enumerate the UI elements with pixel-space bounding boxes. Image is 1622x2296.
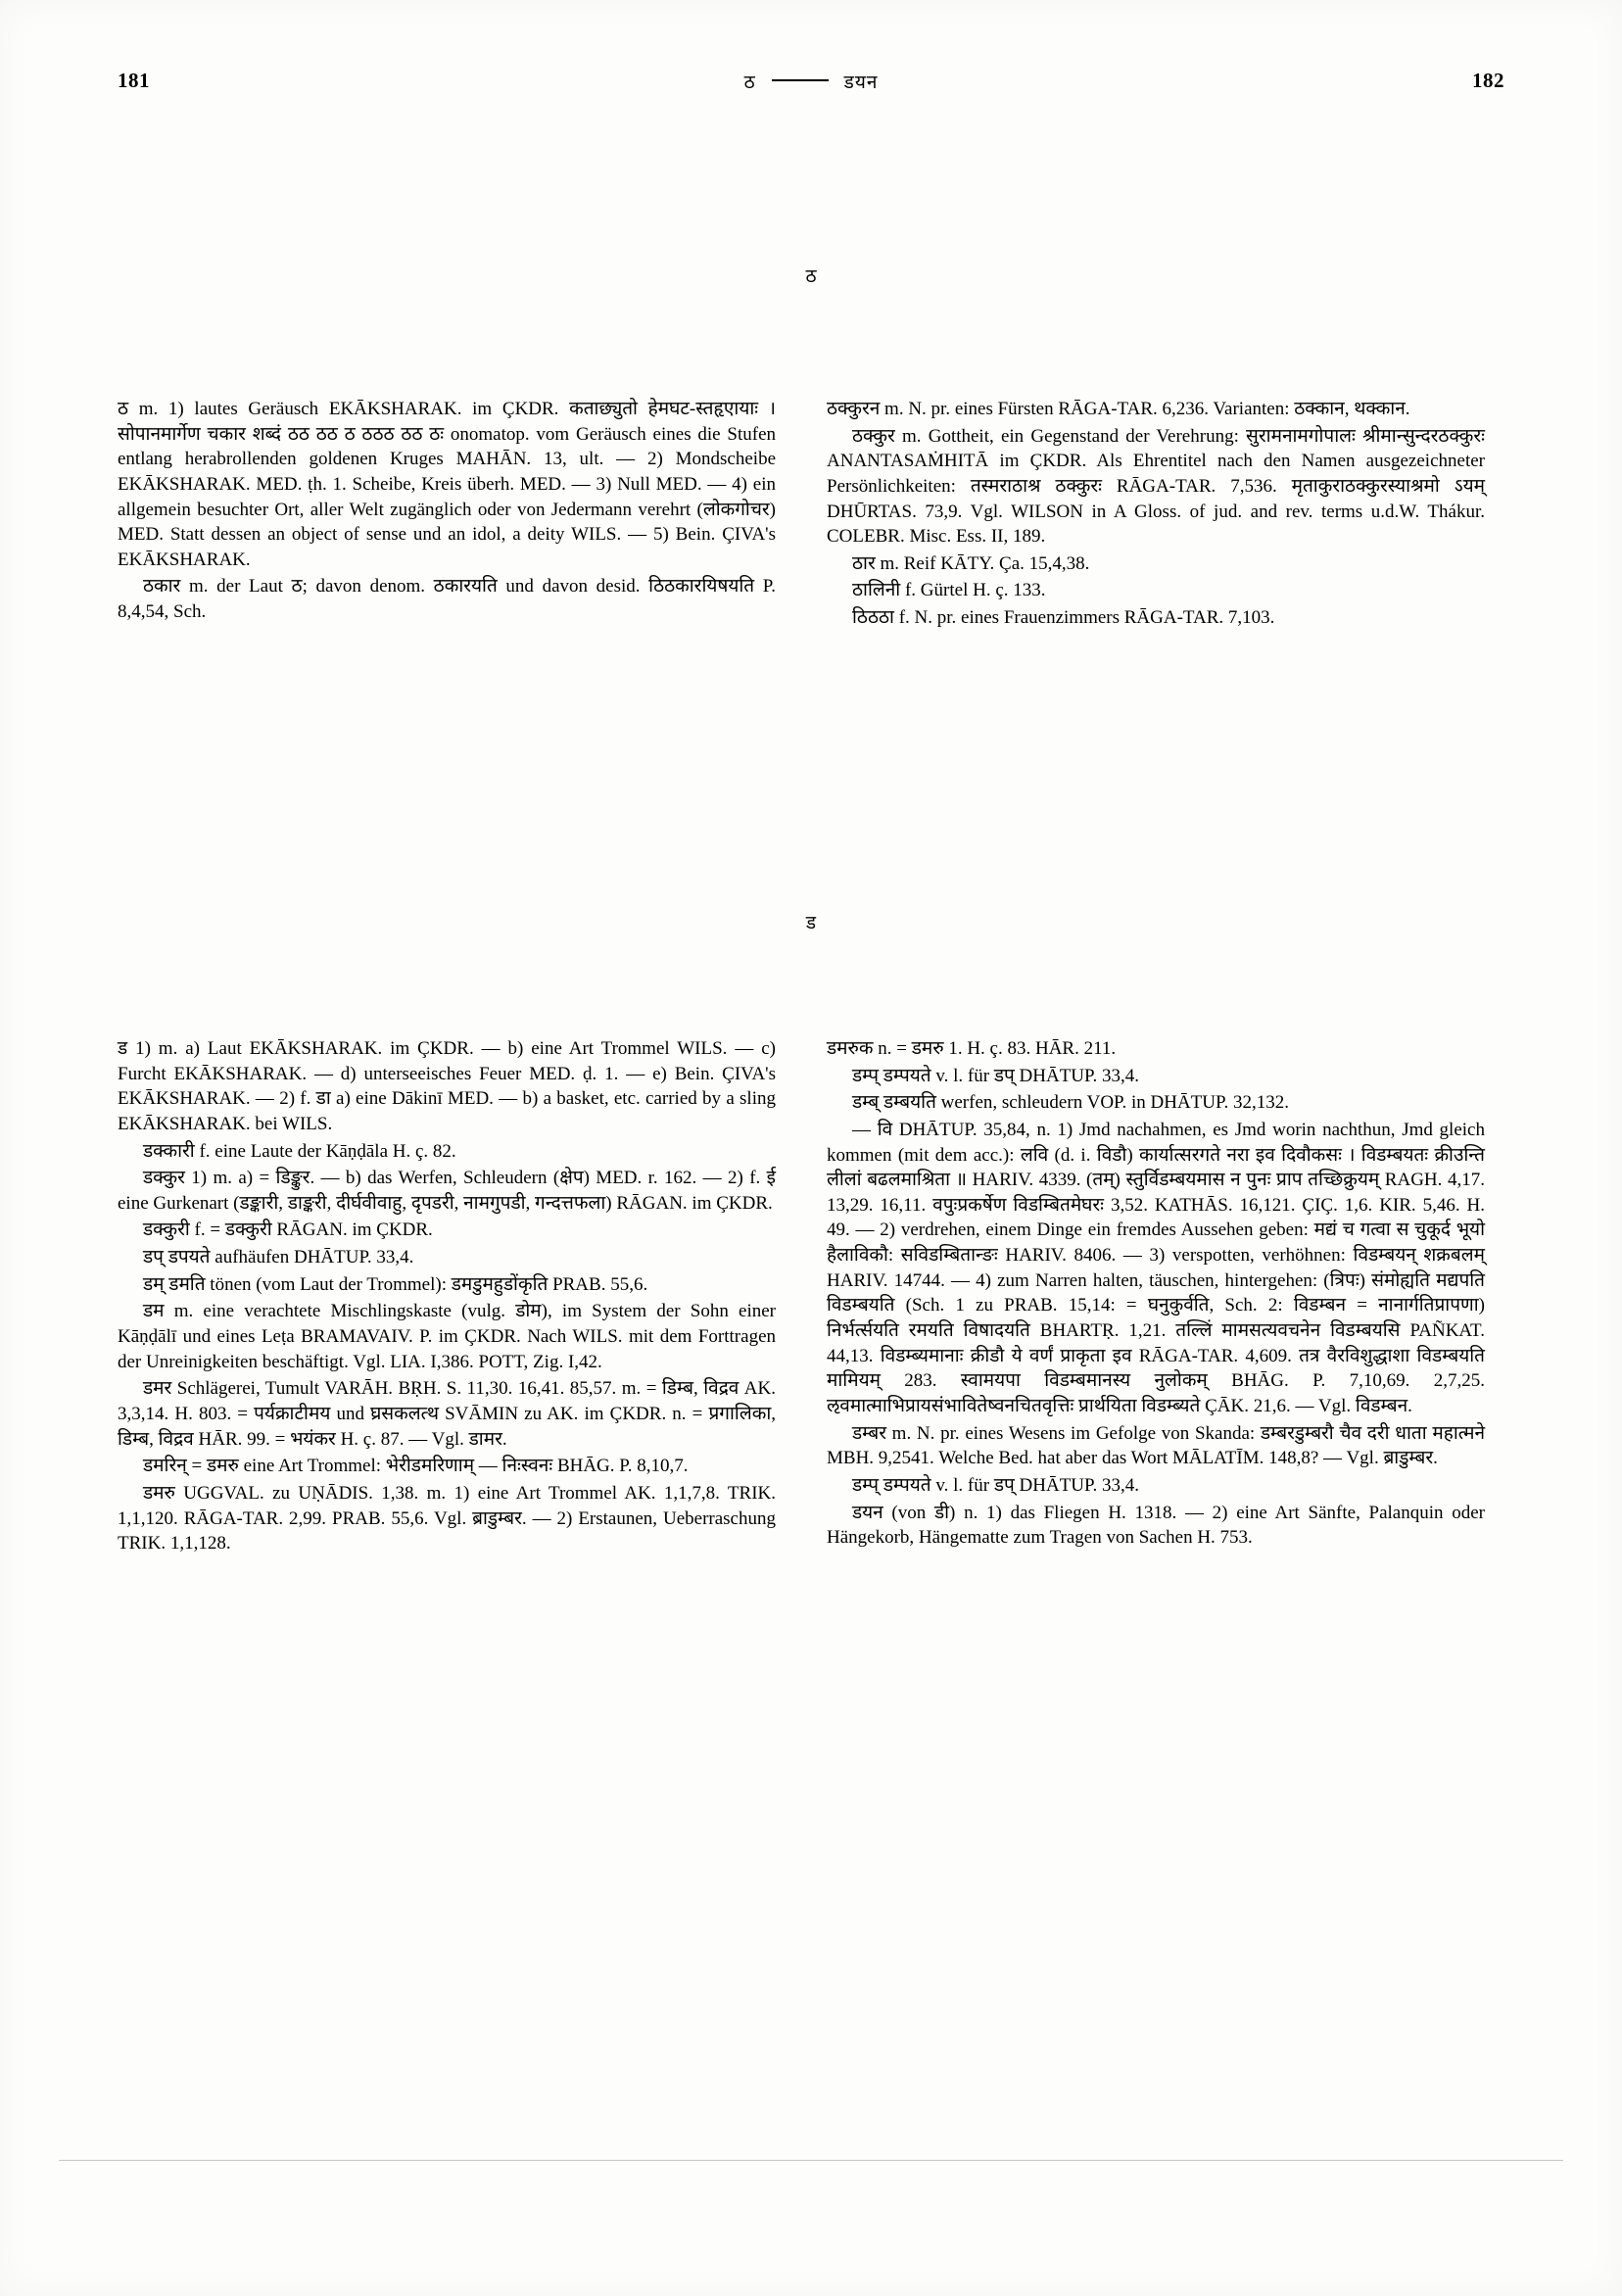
entry: ठक्कुर m. Gottheit, ein Gegenstand der Verehrung: सुरामनामगोपालः श्रीमान्सुन्दरठक्कुरः ANANTASAṀHITĀ im ÇKDR. Als Ehrentitel nach den Namen ausgezeichneter Persönlichkeiten: तस्मराठाश्र ठक्कुरः RĀGA-TAR. 7,536. मृताकुराठक्कुरस्याश्रमो ऽयम् DHŪRTAS. 73,9. Vgl. WILSON in A Gloss. of jud. and rev. terms u.d.W. Thákur. COLEBR. Misc. Ess. II, 189. (827, 425, 1485, 548)
entry: डम्प् डम्पयते v. l. für डप् DHĀTUP. 33,4. (852, 1474, 1139, 1496)
entry: ठार m. Reif KĀTY. Ça. 15,4,38. (852, 552, 1090, 574)
entry: ठक्कुरन m. N. pr. eines Fürsten RĀGA-TAR. 6,236. Varianten: ठक्कान, थक्कान. (827, 399, 1410, 419)
entry: — वि DHĀTUP. 35,84, n. 1) Jmd nachahmen, es Jmd worin nachthun, Jmd gleich kommen (mit dem acc.): लवि (d. i. विडौ) कार्यात्सरगते नरा इव दिवौकसः । विडम्बयतः क्रीउन्ति लीलां बढलमाश्रिता ॥ HARIV. 4339. (तम्) स्तुर्विडम्बयमास न पुनः प्राप तच्छिक्रुयम् RAGH. 4,17. 13,29. 16,11. वपुःप्रकर्षेण विडम्बितमेघरः 3,52. KATHĀS. 16,121. ÇIÇ. 1,6. KIR. 5,46. H. 49. — 2) verdrehen, einem Dinge ein fremdes Aussehen geben: मद्यं च गत्वा स चुकूर्द भूयो हैलाविकौ: सविडम्बितान्ङः HARIV. 8406. — 3) verspotten, verhöhnen: विडम्बयन् शक्रबलम् HARIV. 14744. — 4) zum Narren halten, täuschen, hintergehen: (त्रिपः) संमोह्यति मद्यपति विडम्बयति (Sch. 1 zu PRAB. 15,14: = घनुकुर्वति, Sch. 2: विडम्बन = नानार्गतिप्रापणा) निर्भर्त्सयति रमयति विषादयति BHARTṚ. 1,21. तल्लिं मामसत्यवचनेन विडम्बयसि PAÑKAT. 44,13. विडम्ब्यमानाः क्रीडौ ये वर्णं प्राकृता इव RĀGA-TAR. 4,609. तत्र वैरविशुद्धाशा विडम्बयति मामियम् 283. स्वामयपा विडम्बमानस्य नुलोकम् BHĀG. P. 7,10,69. 2,7,25. ऌवमात्माभिप्रायसंभावितेष्वनचितवृत्तिः प्रार्थयिता विडम्ब्यते ÇĀK. 21,6. — Vgl. विडम्बन. (827, 1119, 1485, 1416)
section-letter-tha: ठ (805, 266, 817, 287)
running-head-left: ठ (743, 72, 756, 93)
entry: डम्प् डम्पयते v. l. für डप् DHĀTUP. 33,4. (852, 1065, 1139, 1086)
running-head-dash (772, 79, 829, 81)
entry: डमरु UGGVAL. zu UṆĀDIS. 1,38. m. 1) eine Art Trommel AK. 1,1,7,8. TRIK. 1,1,120. RĀGA-TAR. 2,99. PRAB. 55,6. Vgl. ब्राडुम्बर. — 2) Erstaunen, Ueberraschung TRIK. 1,1,128. (118, 1482, 776, 1555)
column-left-tha (118, 397, 776, 633)
folio-left: 181 (118, 69, 150, 92)
entry: डयन (von डी) n. 1) das Fliegen H. 1318. — 2) eine Art Sänfte, Palanquin oder Hängekorb, Hängematte zum Tragen von Sachen H. 753. (827, 1502, 1485, 1549)
entry: ठिठठा f. N. pr. eines Frauenzimmers RĀGA-TAR. 7,103. (852, 607, 1275, 629)
entry: डक्कुरी f. = डक्कुरी RĀGAN. im ÇKDR. (143, 1220, 433, 1241)
entry: ठ m. 1) lautes Geräusch EKĀKSHARAK. im ÇKDR. कताछ्युतो हेमघट-स्तहृएायाः । सोपानमार्गेण चकार शब्दं ठठ ठठ ठ ठठठ ठठ ठः onomatop. vom Geräusch eines die Stufen entlang herabrollenden goldenen Kruges MAHĀN. 13, ult. — 2) Mondscheibe EKĀKSHARAK. MED. ṭh. 1. Scheibe, Kreis überh. MED. — 3) Null MED. — 4) ein allgemein besuchter Ort, aller Welt zugänglich oder von Jedermann verehrt (लोकगोचर) MED. Statt dessen an object of sense und an idol, a deity WILS. — 5) Bein. ÇIVA's EKĀKSHARAK. (118, 399, 776, 570)
column-right-da (827, 1036, 1485, 1558)
entry: ड 1) m. a) Laut EKĀKSHARAK. im ÇKDR. — b) eine Art Trommel WILS. — c) Furcht EKĀKSHARAK. — d) unterseeisches Feuer MED. ḍ. 1. — e) Bein. ÇIVA's EKĀKSHARAK. — 2) f. डा a) eine Dākinī MED. — b) a basket, etc. carried by a sling EKĀKSHARAK. bei WILS. (118, 1038, 776, 1134)
entry: डप् डपयते aufhäufen DHĀTUP. 33,4. (143, 1247, 414, 1268)
entry: डमर Schlägerei, Tumult VARĀH. BṚH. S. 11,30. 16,41. 85,57. m. = डिम्ब, विद्रव AK. 3,3,14. H. 803. = पर्यक्राटीमय und घ्रसकलत्थ SVĀMIN zu AK. im ÇKDR. n. = प्रगालिका, डिम्ब, विद्रव HĀR. 99. = भयंकर H. ç. 87. — Vgl. डामर. (118, 1378, 776, 1450)
page-header (118, 69, 1504, 102)
running-head-right: डयन (843, 72, 879, 93)
column-right-tha (827, 397, 1485, 633)
section-letter-da: ड (805, 913, 817, 933)
entry: डम्बर m. N. pr. eines Wesens im Gefolge von Skanda: डम्बरडुम्बरौ चैव दरी धाता महात्मने MBH. 9,2541. Welche Bed. hat aber das Wort MĀLATĪM. 148,8? — Vgl. ब्राडुम्बर. (827, 1422, 1485, 1469)
entry: डमरिन् = डमरु eine Art Trommel: भेरीडमरिणाम् — निःस्वनः BHĀG. P. 8,10,7. (143, 1456, 689, 1477)
entry: डक्कारी f. eine Laute der Kāṇḍāla H. ç. 82. (143, 1140, 456, 1162)
section-tha-columns (118, 397, 1504, 633)
entry: डम m. eine verachtete Mischlingskaste (vulg. डोम), im System der Sohn einer Kāṇḍālī und eines Leṭa BRAMAVAIV. P. im ÇKDR. Nach WILS. mit dem Forttragen der Unreinigkeiten beschäftigt. Vgl. LIA. I,386. POTT, Zig. I,42. (118, 1301, 776, 1372)
entry: डक्कुर 1) m. a) = डिङ्कुर. — b) das Werfen, Schleudern (क्षेप) MED. r. 162. — 2) f. ई eine Gurkenart (डङ्कारी, डाङ्करी, दीर्घवीवाहु, दृपडरी, नामगुपडी, गन्दत्तफला) RĀGAN. im ÇKDR. (118, 1168, 776, 1214)
entry: ठालिनी f. Gürtel H. ç. 133. (852, 580, 1046, 601)
running-head (118, 69, 1504, 96)
folio-right: 182 (1472, 69, 1504, 92)
section-da-columns (118, 1036, 1504, 1558)
entry: डम् डमति tönen (vom Laut der Trommel): डमडुमहुडोंकृति PRAB. 55,6. (143, 1273, 648, 1295)
column-left-da (118, 1036, 776, 1558)
entry: डमरुक n. = डमरु 1. H. ç. 83. HĀR. 211. (827, 1038, 1117, 1059)
entry: ठकार m. der Laut ठ; davon denom. ठकारयति und davon desid. ठिठकारयिषयति P. 8,4,54, Sch. (118, 576, 776, 623)
entry: डम्ब् डम्बयति werfen, schleudern VOP. in DHĀTUP. 32,132. (852, 1092, 1289, 1114)
page-bottom-rule (59, 2160, 1563, 2161)
